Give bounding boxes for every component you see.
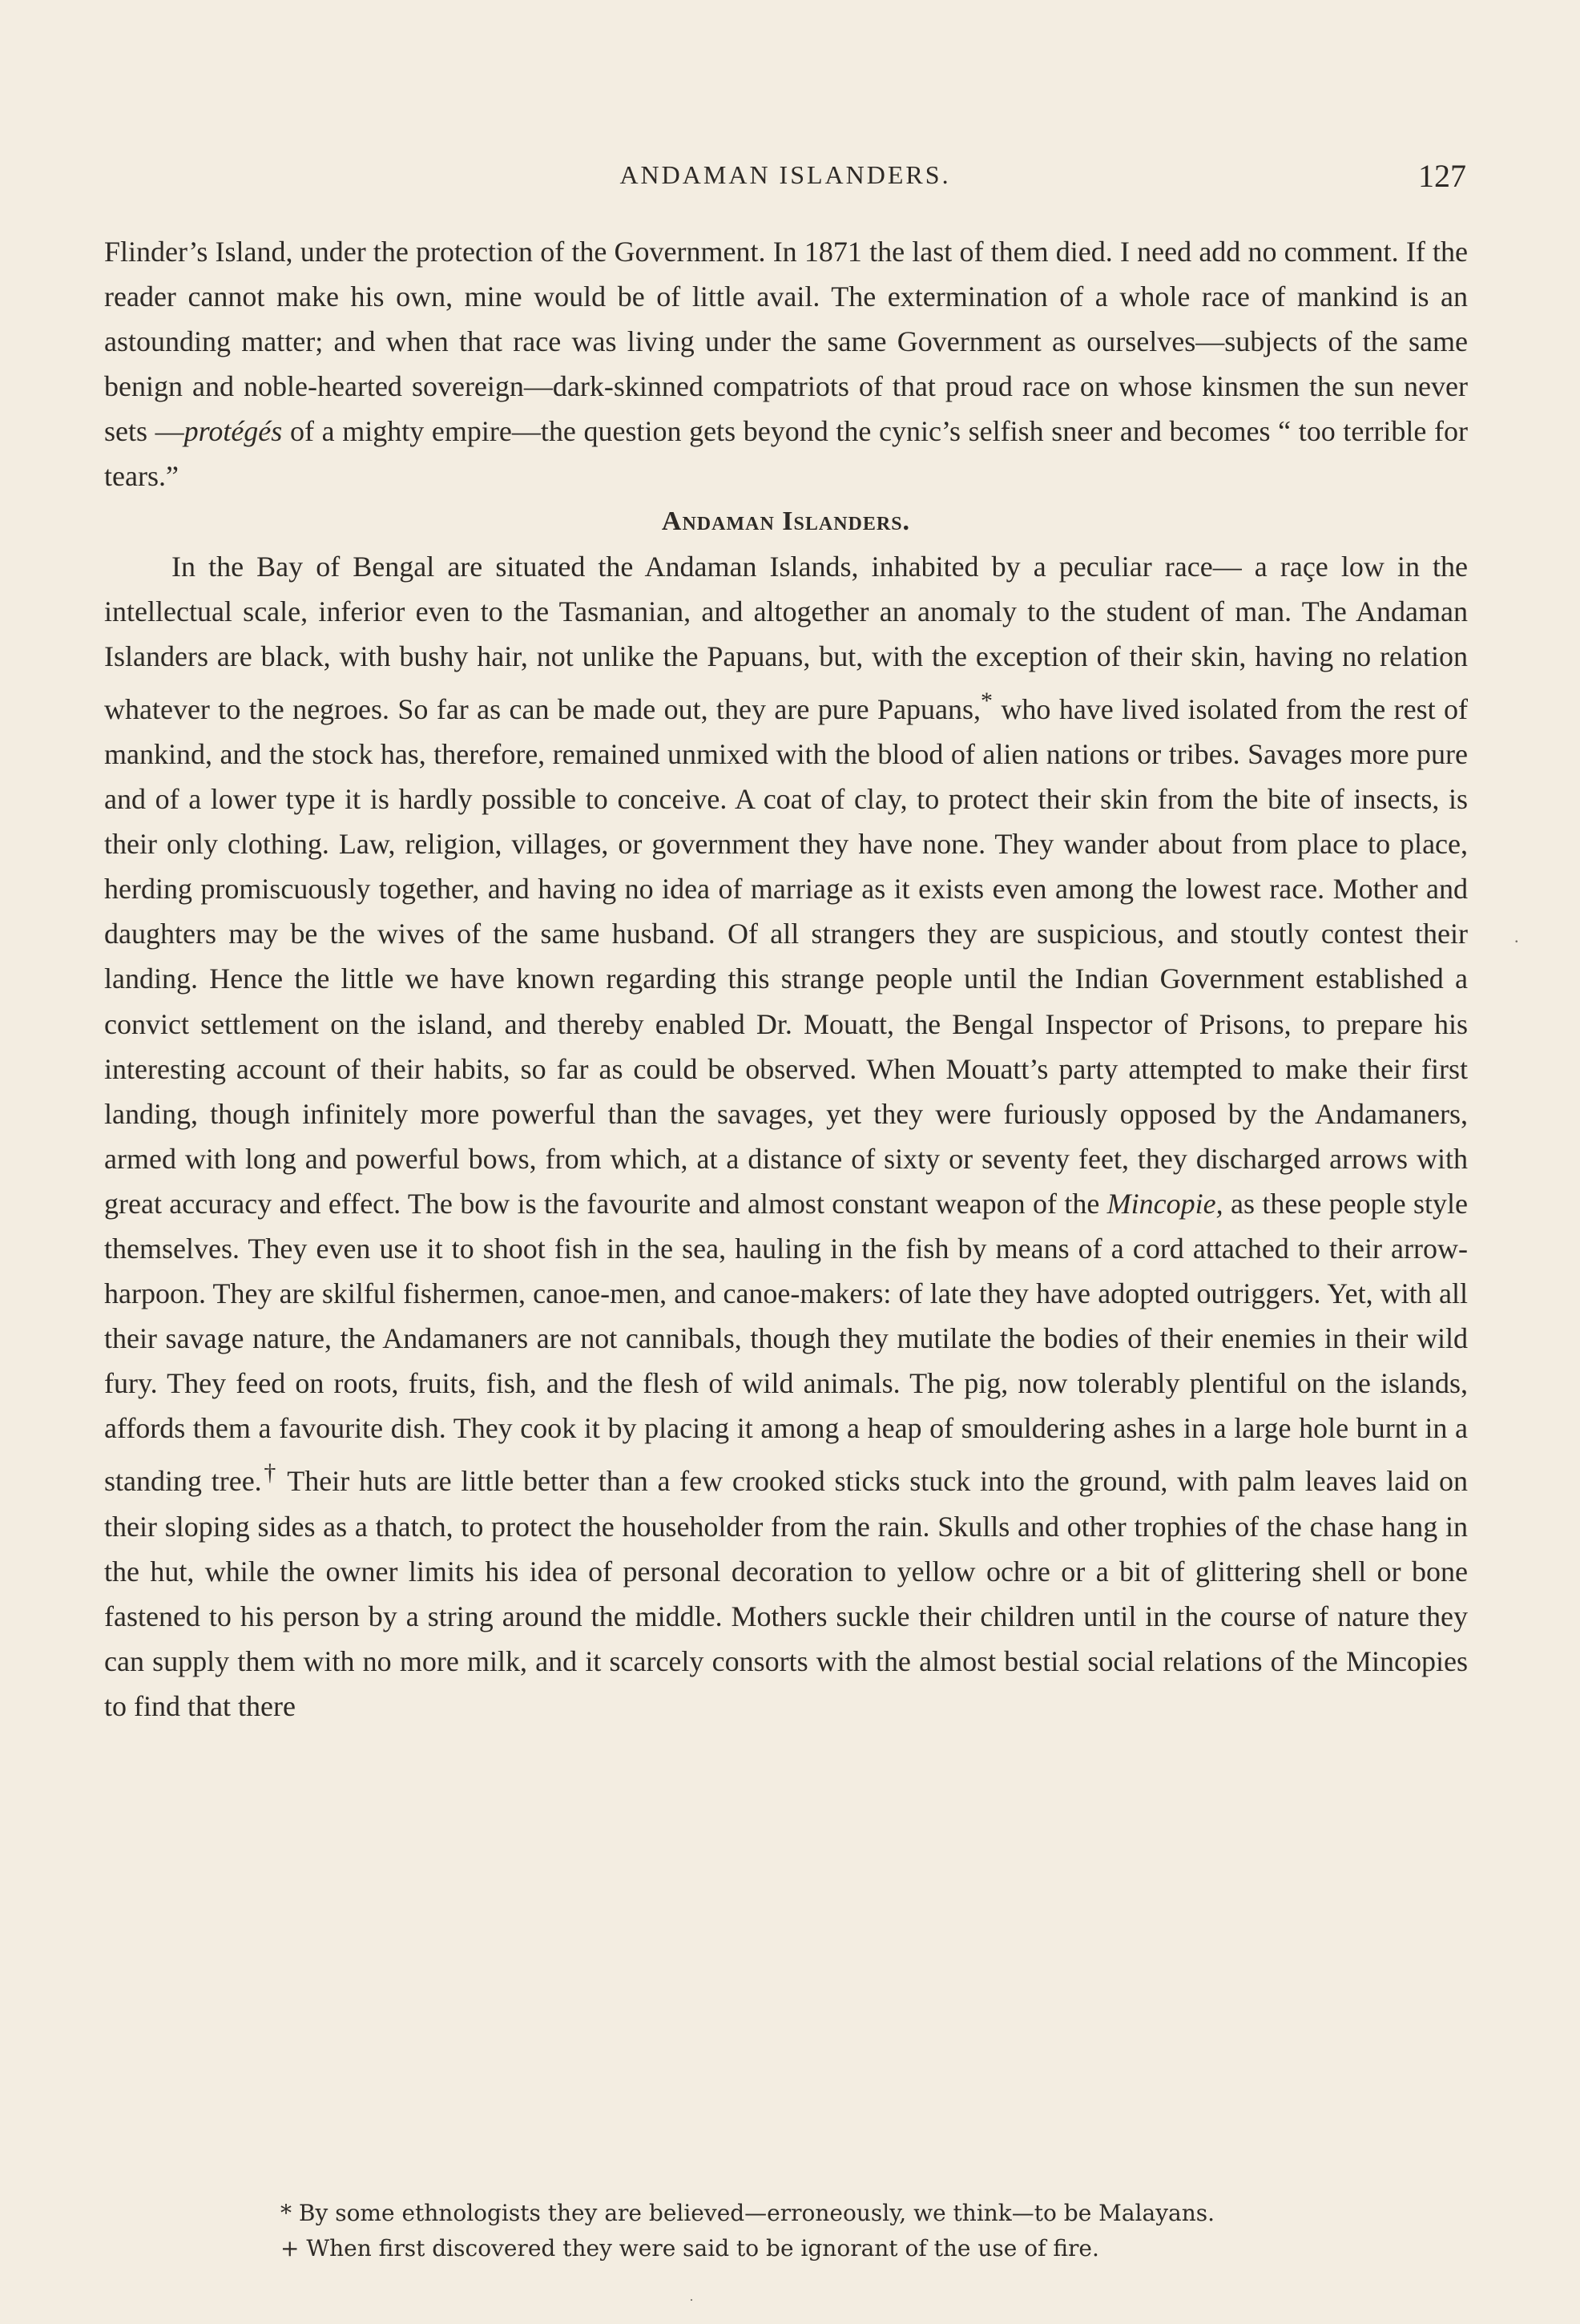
paragraph-2-text: In the Bay of Bengal are situated the Andaman Islands, inhabited by a peculiar race— a raçe low in the intellectual scale, inferior even to the Tasmanian, and altogether an anomaly to the student of man. The Andaman Islanders are black, with bushy hair, not unlike the Papuans, but, with the exception of their skin, having no relation whatever to the negroes. So far as can be made out, they are pure Papuans, [104, 550, 1468, 725]
italic-word-mincopie: Mincopie, [1106, 1187, 1223, 1220]
running-head [104, 157, 1466, 197]
paragraph-2-text: who have lived isolated from the rest of mankind, and the stock has, therefore, remained unmixed with the blood of alien nations or tribes. Savages more pure and of a lower type it is hardly possible to conceive. A coat of clay, to protect their skin from the bite of insects, is their only clothing. Law, religion, villages, or government they have none. They wander about from place to place, herding promiscuously together, and having no idea of marriage as it exists even among the lowest race. Mother and daughters may be the wives of the same husband. Of all strangers they are suspicious, and stoutly contest their landing. Hence the little we have known regarding this strange people until the Indian Government established a convict settlement on the island, and thereby enabled Dr. Mouatt, the Bengal Inspector of Prisons, to prepare his interesting account of their habits, so far as could be observed. When Mouatt’s party attempted to make their first landing, though infinitely more powerful than the savages, yet they were furiously opposed by the Andamaners, armed with long and powerful bows, from which, at a distance of sixty or seventy feet, they discharged arrows with great accuracy and effect. The bow is the favourite and almost constant weapon of the [104, 692, 1468, 1220]
margin-speck: . [1514, 926, 1519, 946]
paragraph-1 [104, 229, 1468, 499]
page-number: 127 [1418, 158, 1466, 194]
paragraph-1-text-end: of a mighty empire—the question gets beyond the cynic’s selfish sneer and becomes “ too terrible for tears.” [104, 415, 1468, 493]
margin-speck: · [689, 2292, 694, 2308]
paragraph-2-text: Their huts are little better than a few crooked sticks stuck into the ground, with palm leaves laid on their sloping sides as a thatch, to protect the householder from the rain. Skulls and other trophies of the chase hang in the hut, while the owner limits his idea of personal decoration to yellow ochre or a bit of glittering shell or bone fastened to his person by a string around the middle. Mothers suckle their children until in the course of nature they can supply them with no more milk, and it scarcely consorts with the almost bestial social relations of the Mincopies to find that there [104, 1465, 1468, 1722]
footnote-1: * By some ethnologists they are believed—erroneously, we think—to be Malayans. [280, 2200, 1215, 2226]
body-text [104, 229, 1468, 1729]
paragraph-2 [104, 544, 1468, 1729]
footnote-2: + When first discovered they were said to be ignorant of the use of fire. [280, 2235, 1099, 2261]
paragraph-1-text: Flinder’s Island, under the protection of the Government. In 1871 the last of them died. I need add no comment. If the reader cannot make his own, mine would be of little avail. The extermination of a whole race of mankind is an astounding matter; and when that race was living under the same Government as ourselves—subjects of the same benign and noble-hearted sovereign—dark-skinned compatriots of that proud race on whose kinsmen the sun never sets — [104, 236, 1468, 448]
section-heading: Andaman Islanders. [661, 506, 911, 536]
italic-word-proteges: protégés [183, 415, 283, 448]
footnote-ref-1: * [981, 687, 994, 714]
footnote-area [280, 2196, 1322, 2266]
paragraph-2-text: as these people style themselves. They even use it to shoot fish in the sea, hauling in the fish by means of a cord attached to their arrow-harpoon. They are skilful fishermen, canoe-men, and canoe-makers: of late they have adopted outriggers. Yet, with all their savage nature, the Andamaners are not cannibals, though they mutilate the bodies of their enemies in their wild fury. They feed on roots, fruits, fish, and the flesh of wild animals. The pig, now tolerably plentiful on the islands, affords them a favourite dish. They cook it by placing it among a heap of smouldering ashes in a large hole burnt in a standing tree. [104, 1187, 1468, 1498]
running-title: ANDAMAN ISLANDERS. [619, 160, 951, 189]
footnote-ref-2: † [261, 1459, 279, 1487]
